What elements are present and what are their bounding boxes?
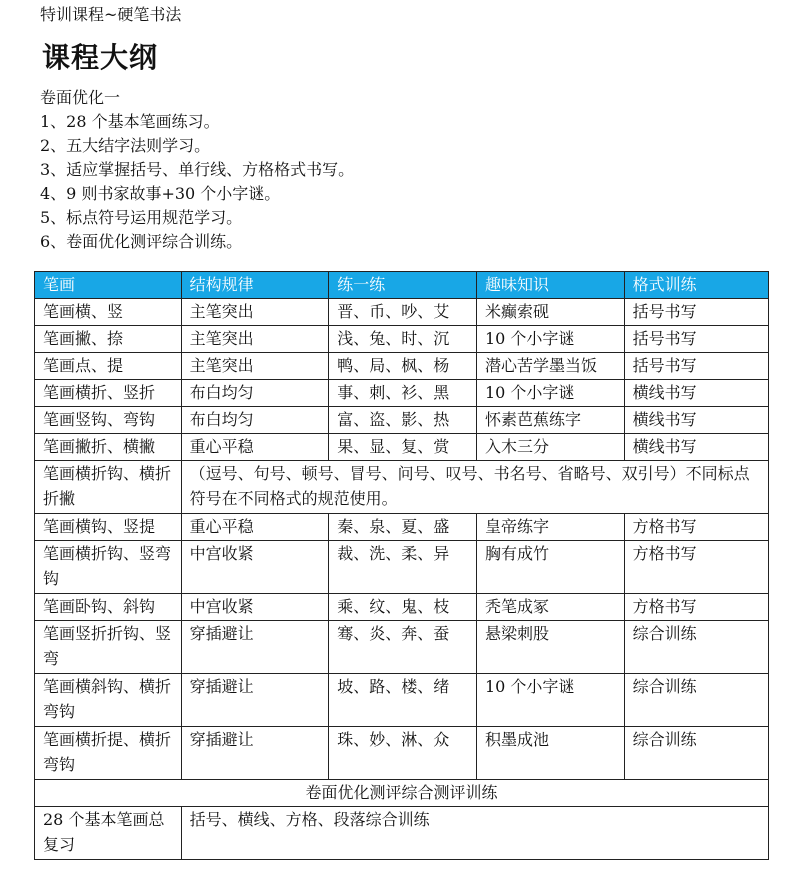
table-cell: 乘、纹、鬼、枝 — [329, 594, 477, 621]
table-cell: 秃笔成冢 — [476, 594, 624, 621]
table-cell: 布白均匀 — [181, 380, 329, 407]
table-cell: 横线书写 — [624, 380, 768, 407]
table-cell: 括号书写 — [624, 353, 768, 380]
course-section — [40, 86, 354, 254]
table-cell: 横线书写 — [624, 434, 768, 461]
table-cell: 果、显、复、赏 — [329, 434, 477, 461]
table-row — [35, 807, 769, 860]
table-cell: 笔画撇、捺 — [35, 326, 182, 353]
table-cell: 10 个小字谜 — [476, 380, 624, 407]
table-cell: 事、刺、衫、黑 — [329, 380, 477, 407]
table-cell: 综合训练 — [624, 674, 768, 727]
table-cell: 秦、泉、夏、盛 — [329, 514, 477, 541]
table-row — [35, 407, 769, 434]
table-cell: 综合训练 — [624, 727, 768, 780]
table-cell: 中宫收紧 — [181, 594, 329, 621]
course-table — [34, 271, 769, 860]
table-cell: 富、盗、影、热 — [329, 407, 477, 434]
assessment-row-cell: 卷面优化测评综合测评训练 — [35, 780, 769, 807]
table-cell: 骞、炎、奔、蚕 — [329, 621, 477, 674]
table-cell: 方格书写 — [624, 594, 768, 621]
table-cell: 笔画竖钩、弯钩 — [35, 407, 182, 434]
table-row — [35, 541, 769, 594]
table-header-row — [35, 272, 769, 299]
table-cell: 方格书写 — [624, 541, 768, 594]
table-row — [35, 380, 769, 407]
list-item: 4、9 则书家故事+30 个小字谜。 — [40, 184, 281, 203]
table-cell: 浅、兔、时、沉 — [329, 326, 477, 353]
list-item: 2、五大结字法则学习。 — [40, 136, 211, 155]
table-cell: 晋、币、吵、艾 — [329, 299, 477, 326]
table-cell: 布白均匀 — [181, 407, 329, 434]
table-cell: 10 个小字谜 — [476, 674, 624, 727]
table-cell: 潜心苦学墨当饭 — [476, 353, 624, 380]
table-cell: 主笔突出 — [181, 326, 329, 353]
table-cell: 怀素芭蕉练字 — [476, 407, 624, 434]
table-cell: 笔画点、提 — [35, 353, 182, 380]
table-cell: 括号书写 — [624, 299, 768, 326]
table-cell: 入木三分 — [476, 434, 624, 461]
table-cell: 坡、路、楼、绪 — [329, 674, 477, 727]
table-cell: 10 个小字谜 — [476, 326, 624, 353]
table-cell: 珠、妙、淋、众 — [329, 727, 477, 780]
list-item: 5、标点符号运用规范学习。 — [40, 208, 243, 227]
table-cell: 穿插避让 — [181, 674, 329, 727]
table-cell: 笔画横折提、横折弯钩 — [35, 727, 182, 780]
table-cell: 方格书写 — [624, 514, 768, 541]
list-item: 3、适应掌握括号、单行线、方格格式书写。 — [40, 160, 355, 179]
table-row — [35, 727, 769, 780]
table-cell: 主笔突出 — [181, 353, 329, 380]
table-cell: 笔画横钩、竖提 — [35, 514, 182, 541]
table-cell: 悬梁刺股 — [476, 621, 624, 674]
table-cell: 笔画卧钩、斜钩 — [35, 594, 182, 621]
list-item: 1、28 个基本笔画练习。 — [40, 112, 220, 131]
table-cell: 鸭、局、枫、杨 — [329, 353, 477, 380]
table-cell: 中宫收紧 — [181, 541, 329, 594]
table-cell: 笔画撇折、横撇 — [35, 434, 182, 461]
review-cell: 28 个基本笔画总复习 — [35, 807, 182, 860]
course-header: 特训课程~硬笔书法 — [40, 5, 182, 24]
table-row — [35, 594, 769, 621]
page-title: 课程大纲 — [42, 41, 159, 74]
table-cell: 笔画横折钩、竖弯钩 — [35, 541, 182, 594]
table-row — [35, 674, 769, 727]
table-cell: 笔画横折钩、横折折撇 — [35, 461, 182, 514]
table-cell: 笔画竖折折钩、竖弯 — [35, 621, 182, 674]
table-cell: 米癫索砚 — [476, 299, 624, 326]
header-cell-structure: 结构规律 — [181, 272, 329, 299]
table-cell: 横线书写 — [624, 407, 768, 434]
table-cell: 胸有成竹 — [476, 541, 624, 594]
table-cell: 综合训练 — [624, 621, 768, 674]
list-item: 6、卷面优化测评综合训练。 — [40, 232, 243, 251]
table-cell: 穿插避让 — [181, 727, 329, 780]
table-row — [35, 434, 769, 461]
table-cell: 笔画横折、竖折 — [35, 380, 182, 407]
table-cell: 穿插避让 — [181, 621, 329, 674]
table-cell: 积墨成池 — [476, 727, 624, 780]
table-cell: 主笔突出 — [181, 299, 329, 326]
review-training-cell: 括号、横线、方格、段落综合训练 — [181, 807, 768, 860]
header-cell-fun-facts: 趣味知识 — [476, 272, 624, 299]
table-cell: 重心平稳 — [181, 514, 329, 541]
table-cell: 皇帝练字 — [476, 514, 624, 541]
table-row — [35, 326, 769, 353]
table-row — [35, 461, 769, 514]
table-row — [35, 353, 769, 380]
header-cell-stroke: 笔画 — [35, 272, 182, 299]
table-cell: 裁、洗、柔、异 — [329, 541, 477, 594]
table-row — [35, 780, 769, 807]
table-cell: 笔画横斜钩、横折弯钩 — [35, 674, 182, 727]
table-row — [35, 514, 769, 541]
table-cell: 重心平稳 — [181, 434, 329, 461]
header-cell-practice: 练一练 — [329, 272, 477, 299]
table-cell: 括号书写 — [624, 326, 768, 353]
punctuation-note-cell: （逗号、句号、顿号、冒号、问号、叹号、书名号、省略号、双引号）不同标点符号在不同格式的规范使用。 — [181, 461, 768, 514]
table-cell: 笔画横、竖 — [35, 299, 182, 326]
table-row — [35, 299, 769, 326]
table-row — [35, 621, 769, 674]
section-heading: 卷面优化一 — [40, 88, 121, 107]
header-cell-format: 格式训练 — [624, 272, 768, 299]
